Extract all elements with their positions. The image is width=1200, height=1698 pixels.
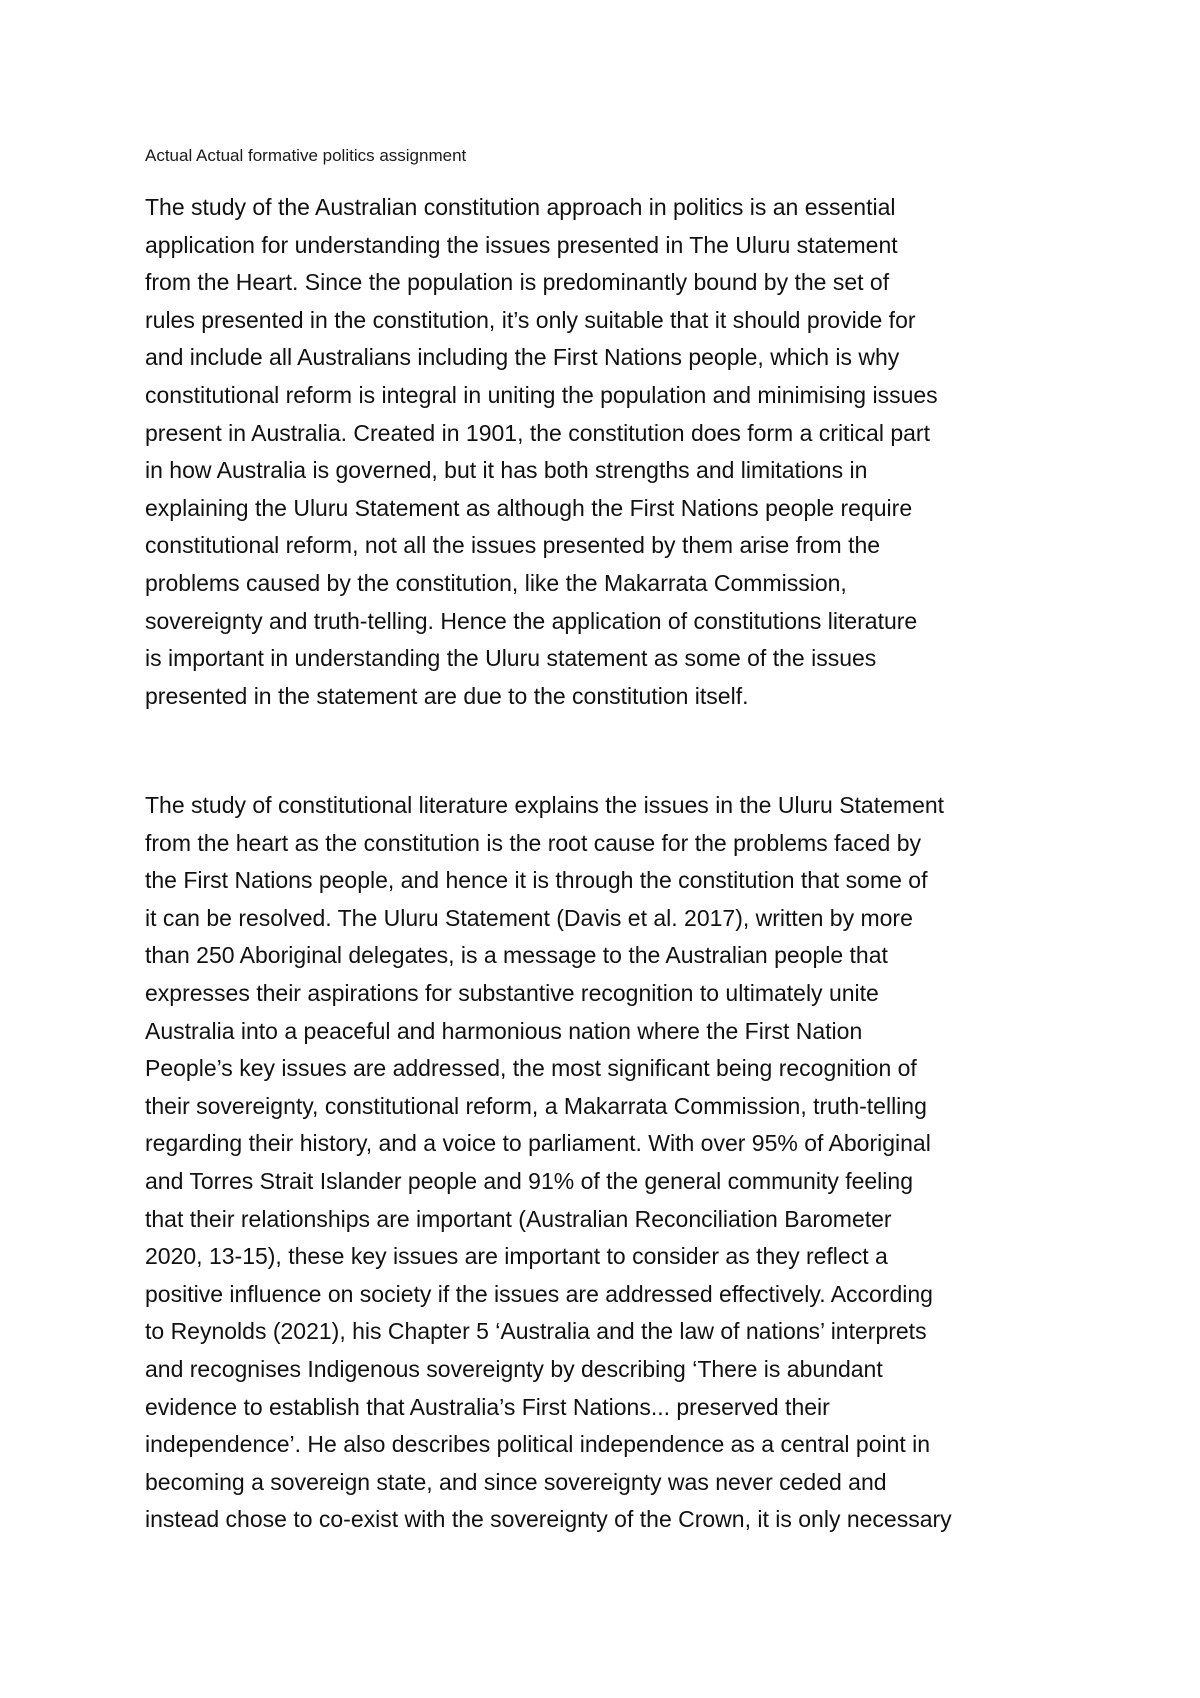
paragraph-line: from the Heart. Since the population is predominantly bound by the set of [145,269,890,296]
paragraph-line: their sovereignty, constitutional reform, a Makarrata Commission, truth-telling [145,1092,927,1119]
paragraph-line: explaining the Uluru Statement as although the First Nations people require [145,494,913,521]
paragraph-body [145,787,1085,1539]
paragraph-line: application for understanding the issues presented in The Uluru statement [145,231,898,258]
document-title: Actual Actual formative politics assignment [145,146,467,165]
paragraph-line: regarding their history, and a voice to parliament. With over 95% of Aboriginal [145,1130,931,1157]
paragraph-line: present in Australia. Created in 1901, the constitution does form a critical part [145,419,930,446]
paragraph-line: 2020, 13-15), these key issues are important to consider as they reflect a [145,1243,888,1270]
paragraph-line: rules presented in the constitution, it’s only suitable that it should provide for [145,306,916,333]
paragraph-line: The study of the Australian constitution approach in politics is an essential [145,194,896,220]
paragraph-line: presented in the statement are due to the constitution itself. [145,682,749,709]
paragraph-line: People’s key issues are addressed, the most significant being recognition of [145,1055,917,1082]
paragraph-line: The study of constitutional literature explains the issues in the Uluru Statement [145,792,945,818]
paragraph-line: sovereignty and truth-telling. Hence the application of constitutions literature [145,607,918,634]
paragraph-line: becoming a sovereign state, and since sovereignty was never ceded and [145,1468,887,1495]
paragraph-line: than 250 Aboriginal delegates, is a message to the Australian people that [145,942,888,969]
paragraph-line: and recognises Indigenous sovereignty by describing ‘There is abundant [145,1355,883,1382]
paragraph-line: from the heart as the constitution is the root cause for the problems faced by [145,829,922,856]
paragraph-line: positive influence on society if the issues are addressed effectively. According [145,1280,933,1307]
paragraph-line: instead chose to co-exist with the sovereignty of the Crown, it is only necessary [145,1506,952,1533]
paragraph-line: constitutional reform, not all the issues presented by them arise from the [145,532,881,559]
paragraph-introduction [145,189,1085,715]
paragraph-line: expresses their aspirations for substantive recognition to ultimately unite [145,979,879,1006]
paragraph-line: the First Nations people, and hence it is through the constitution that some of [145,867,928,894]
paragraph-line: Australia into a peaceful and harmonious nation where the First Nation [145,1017,863,1044]
paragraph-line: that their relationships are important (Australian Reconciliation Barometer [145,1205,892,1232]
paragraph-line: and Torres Strait Islander people and 91% of the general community feeling [145,1167,913,1194]
paragraph-line: problems caused by the constitution, like the Makarrata Commission, [145,569,847,596]
paragraph-line: it can be resolved. The Uluru Statement (Davis et al. 2017), written by more [145,904,913,931]
paragraph-line: in how Australia is governed, but it has both strengths and limitations in [145,457,868,484]
paragraph-line: constitutional reform is integral in uniting the population and minimising issues [145,381,938,408]
paragraph-line: and include all Australians including the First Nations people, which is why [145,344,900,371]
paragraph-line: is important in understanding the Uluru statement as some of the issues [145,645,877,672]
paragraph-line: evidence to establish that Australia’s First Nations... preserved their [145,1393,830,1420]
paragraph-line: independence’. He also describes political independence as a central point in [145,1431,931,1458]
paragraph-line: to Reynolds (2021), his Chapter 5 ‘Australia and the law of nations’ interprets [145,1318,927,1345]
